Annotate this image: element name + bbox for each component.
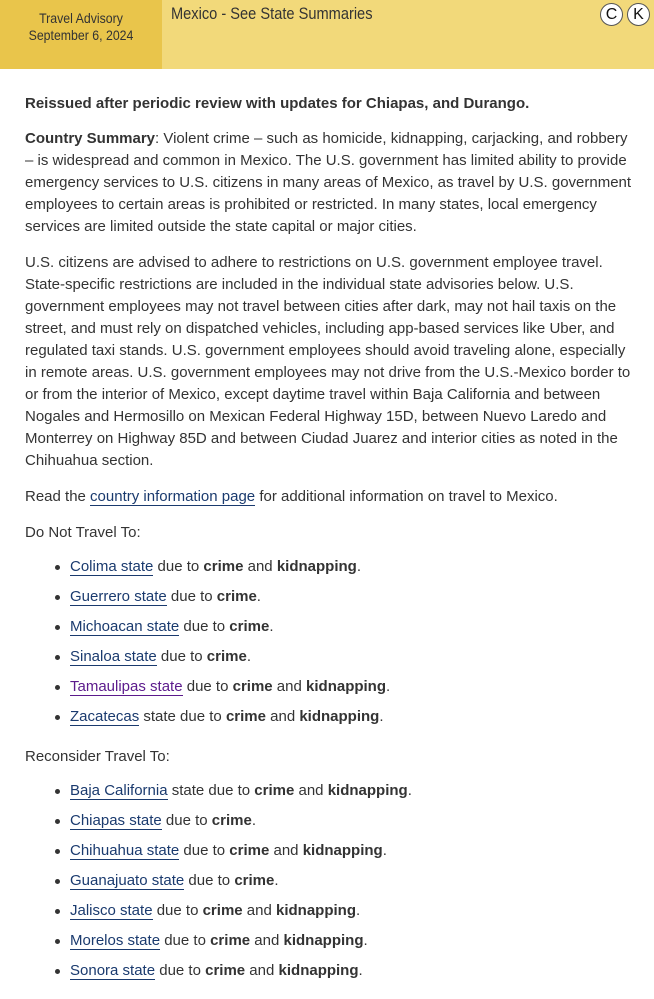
reason-conjunction: and: [269, 842, 303, 859]
reason-prefix: due to: [166, 588, 217, 605]
list-item: [70, 616, 635, 646]
reason-prefix: due to: [182, 678, 233, 695]
list-item: [70, 810, 635, 840]
reason-end: .: [379, 708, 384, 725]
list-item: [70, 676, 635, 706]
reason-crime: crime: [229, 618, 270, 635]
reason-end: .: [386, 678, 391, 695]
reason-end: .: [363, 932, 368, 949]
reason-crime: crime: [229, 842, 270, 859]
reason-kidnapping: kidnapping: [276, 558, 357, 575]
reason-kidnapping: kidnapping: [306, 678, 387, 695]
restrictions-paragraph: U.S. citizens are advised to adhere to restrictions on U.S. government employee travel. State-specific restrictions are included in the individual state advisories below. U.S. government employees may not travel between cities after dark, may not hail taxis on the street, and must rely on dispatched vehicles, including app-based services like Uber, and regulated taxi stands. U.S. government employees should avoid traveling alone, especially in remote areas. U.S. government employees may not drive from the U.S.-Mexico border to or from the interior of Mexico, except daytime travel within Baja California and between Nogales and Hermosillo on Mexican Federal Highway 15D, between Nuevo Laredo and Monterrey on Highway 85D and between Ciudad Juarez and interior cities as noted in the Chihuahua section.: [25, 254, 631, 469]
reason-prefix: due to: [160, 932, 211, 949]
reason-end: .: [356, 902, 361, 919]
reason-end: .: [382, 842, 387, 859]
reason-kidnapping: kidnapping: [302, 842, 383, 859]
reason-conjunction: and: [242, 902, 276, 919]
reason-kidnapping: kidnapping: [283, 932, 364, 949]
list-item: [70, 706, 635, 736]
state-link[interactable]: Baja California: [70, 782, 168, 799]
read-more-paragraph: [25, 486, 635, 508]
state-link[interactable]: Jalisco state: [70, 902, 153, 919]
list-item: [70, 930, 635, 960]
reason-prefix: due to: [155, 962, 206, 979]
reason-conjunction: and: [265, 708, 300, 725]
reason-prefix: due to: [152, 902, 203, 919]
do-not-travel-list: [25, 556, 635, 736]
reason-crime: crime: [203, 558, 244, 575]
reason-crime: crime: [202, 902, 243, 919]
list-item: [70, 586, 635, 616]
advisory-badge: [0, 0, 162, 69]
read-prefix: Read the: [25, 488, 91, 505]
reason-prefix: due to: [156, 648, 207, 665]
reason-prefix: state due to: [167, 782, 255, 799]
reason-conjunction: and: [272, 678, 307, 695]
state-link[interactable]: Morelos state: [70, 932, 161, 949]
reason-crime: crime: [232, 678, 273, 695]
reason-prefix: due to: [161, 812, 212, 829]
advisory-banner: [0, 0, 654, 69]
badge-title: Travel Advisory: [39, 10, 123, 26]
reason-conjunction: and: [243, 558, 277, 575]
reason-crime: crime: [205, 962, 246, 979]
list-item: [70, 900, 635, 930]
state-link[interactable]: Zacatecas: [70, 708, 140, 725]
state-link[interactable]: Guerrero state: [70, 588, 167, 605]
reason-prefix: due to: [184, 872, 235, 889]
list-item: [70, 840, 635, 870]
reason-end: .: [246, 648, 251, 665]
list-item: [70, 870, 635, 900]
c-button[interactable]: C: [600, 3, 623, 26]
badge-date: September 6, 2024: [28, 27, 134, 43]
reason-end: .: [356, 558, 361, 575]
state-link[interactable]: Guanajuato state: [70, 872, 185, 889]
reason-crime: crime: [254, 782, 295, 799]
state-link[interactable]: Sonora state: [70, 962, 156, 979]
state-link[interactable]: Sinaloa state: [70, 648, 157, 665]
reason-crime: crime: [210, 932, 251, 949]
list-item: [70, 556, 635, 586]
state-link[interactable]: Chiapas state: [70, 812, 162, 829]
reason-kidnapping: kidnapping: [276, 902, 356, 919]
list-item: [70, 646, 635, 676]
reason-kidnapping: kidnapping: [278, 962, 359, 979]
advisory-title: Mexico - See State Summaries: [171, 4, 373, 23]
read-suffix: for additional information on travel to Mexico.: [255, 488, 558, 505]
do-not-travel-heading: Do Not Travel To:: [25, 524, 141, 541]
reason-prefix: state due to: [139, 708, 226, 725]
country-summary-paragraph: [25, 128, 635, 238]
state-link[interactable]: Michoacan state: [70, 618, 180, 635]
reason-end: .: [269, 618, 274, 635]
reason-end: .: [407, 782, 412, 799]
reason-end: .: [274, 872, 279, 889]
reason-crime: crime: [211, 812, 252, 829]
k-button[interactable]: K: [627, 3, 650, 26]
reason-crime: crime: [234, 872, 275, 889]
reason-kidnapping: kidnapping: [327, 782, 408, 799]
reason-crime: crime: [206, 648, 247, 665]
advisory-content: [25, 93, 635, 990]
state-link[interactable]: Chihuahua state: [70, 842, 180, 859]
reason-prefix: due to: [179, 842, 230, 859]
state-link[interactable]: Tamaulipas state: [70, 678, 183, 695]
country-information-link[interactable]: country information page: [90, 488, 256, 505]
country-summary-label: Country Summary: [25, 130, 156, 147]
reason-conjunction: and: [250, 932, 284, 949]
list-item: [70, 780, 635, 810]
reason-conjunction: and: [294, 782, 328, 799]
reason-end: .: [358, 962, 363, 979]
country-summary-text: : Violent crime – such as homicide, kidnapping, carjacking, and robbery – is widespread and common in Mexico. The U.S. government has limited ability to provide emergency services to U.S. citizens in many areas of Mexico, as travel by U.S. government employees to certain areas is prohibited or restricted. In many states, local emergency services are limited outside the state capital or major cities.: [25, 130, 632, 235]
reconsider-travel-heading: Reconsider Travel To:: [25, 748, 170, 765]
list-item: [70, 960, 635, 990]
reissued-note: Reissued after periodic review with updates for Chiapas, and Durango.: [25, 95, 530, 112]
reason-end: .: [256, 588, 261, 605]
reason-crime: crime: [225, 708, 266, 725]
reason-kidnapping: kidnapping: [299, 708, 380, 725]
state-link[interactable]: Colima state: [70, 558, 154, 575]
reason-crime: crime: [216, 588, 257, 605]
reason-prefix: due to: [153, 558, 204, 575]
reconsider-travel-list: [25, 780, 635, 990]
reason-prefix: due to: [179, 618, 230, 635]
reason-end: .: [251, 812, 256, 829]
reason-conjunction: and: [245, 962, 279, 979]
